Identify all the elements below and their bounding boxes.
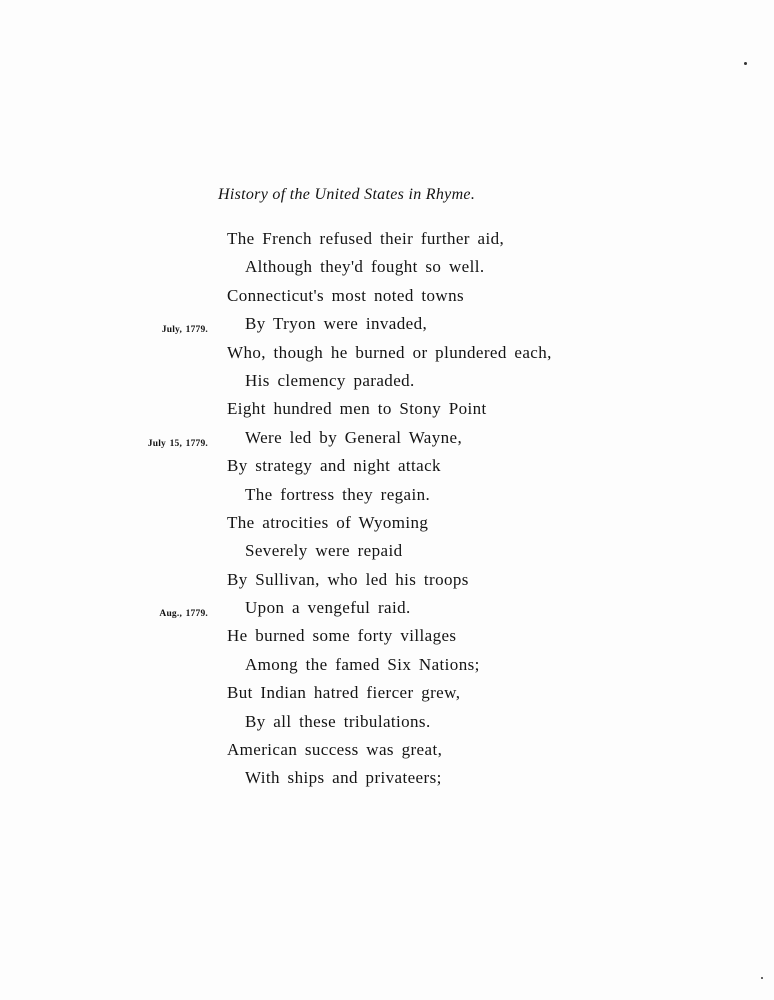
verse-line-text: The French refused their further aid, xyxy=(227,229,505,248)
verse-line xyxy=(0,369,774,397)
margin-date: Aug., 1779. xyxy=(159,609,208,620)
verse-line-text: By Tryon were invaded, xyxy=(245,314,428,334)
verse-line-text: American success was great, xyxy=(227,740,443,760)
verse-line xyxy=(0,539,774,567)
verse-line xyxy=(0,426,774,454)
verse-line-text: By all these tribulations. xyxy=(245,711,431,731)
verse-line-text: Connecticut's most noted towns xyxy=(227,285,465,305)
verse-line xyxy=(0,738,774,766)
verse xyxy=(0,227,774,795)
verse-line xyxy=(0,596,774,624)
verse-line-text: Upon a vengeful raid. xyxy=(245,598,411,618)
verse-line-text: The atrocities of Wyoming xyxy=(227,512,429,532)
verse-line xyxy=(0,653,774,681)
verse-line-text: But Indian hatred fiercer grew, xyxy=(227,683,461,703)
verse-line-text: Severely were repaid xyxy=(245,541,403,561)
verse-line xyxy=(0,284,774,312)
verse-line-text: By strategy and night attack xyxy=(227,456,441,476)
verse-line xyxy=(0,227,774,255)
print-speck xyxy=(761,977,763,979)
verse-line-text: The fortress they regain. xyxy=(245,484,431,504)
verse-line xyxy=(0,255,774,283)
verse-line-text: Who, though he burned or plundered each, xyxy=(227,342,552,362)
verse-line-text: Among the famed Six Nations; xyxy=(245,654,480,674)
verse-line xyxy=(0,341,774,369)
verse-line-text: Although they'd fought so well. xyxy=(245,257,485,277)
verse-line xyxy=(0,397,774,425)
verse-line-text: With ships and privateers; xyxy=(245,768,442,788)
verse-line xyxy=(0,312,774,340)
verse-line xyxy=(0,624,774,652)
verse-line-text: By Sullivan, who led his troops xyxy=(227,569,469,589)
verse-line xyxy=(0,483,774,511)
verse-line xyxy=(0,710,774,738)
verse-line-text: Eight hundred men to Stony Point xyxy=(227,399,487,419)
verse-line-text: Were led by General Wayne, xyxy=(245,427,463,447)
margin-date: July 15, 1779. xyxy=(147,438,208,449)
verse-line xyxy=(0,511,774,539)
verse-line-text: He burned some forty villages xyxy=(227,626,457,646)
verse-line xyxy=(0,568,774,596)
verse-line xyxy=(0,766,774,794)
print-speck xyxy=(744,62,747,65)
margin-date: July, 1779. xyxy=(161,325,208,336)
running-head: History of the United States in Rhyme. xyxy=(218,186,476,203)
verse-line xyxy=(0,454,774,482)
verse-line-text: His clemency paraded. xyxy=(245,370,415,390)
verse-line xyxy=(0,681,774,709)
